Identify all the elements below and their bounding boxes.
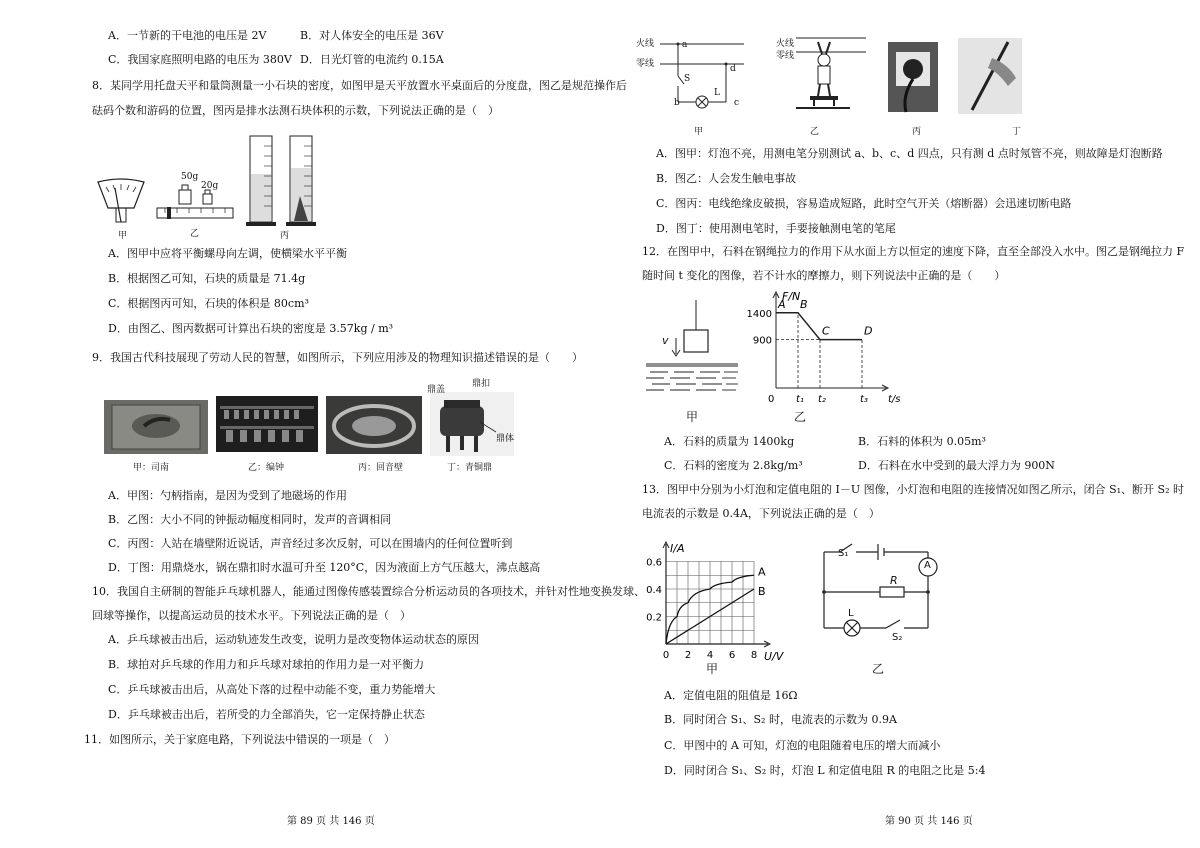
q13-option-d: D．同时闭合 S₁、S₂ 时，灯泡 L 和定值电阻 R 的电阻之比是 5:4 <box>664 764 986 777</box>
balance-dial-figure <box>96 178 146 224</box>
switch-s-label: S <box>684 74 691 84</box>
photo-echo-wall <box>326 396 422 454</box>
y-axis-label: I/A <box>670 542 685 555</box>
q9-option-b: B．乙图：大小不同的钟振动幅度相同时，发声的音调相同 <box>108 513 392 526</box>
lamp-l-label-2: L <box>848 608 854 619</box>
q7-option-b: B．对人体安全的电压是 36V <box>300 29 444 42</box>
stone-above-water-figure <box>644 300 740 400</box>
q8-option-d: D．由图乙、图丙数据可计算出石块的密度是 3.57kg / m³ <box>108 322 394 335</box>
fig-label-yi: 乙 <box>810 127 820 137</box>
q11-stem: 11．如图所示，关于家庭电路，下列说法中错误的一项是（ ） <box>84 733 395 746</box>
tag-ding-body: 鼎体 <box>496 434 515 444</box>
tag-ding-buckle: 鼎扣 <box>472 379 491 389</box>
q9-option-d: D．丁图：用鼎烧水，锅在鼎扣时水温可升至 120°C，因为液面上方气压越大，沸点越高 <box>108 561 541 574</box>
q12-option-c: C．石料的密度为 2.8kg/m³ <box>664 459 803 472</box>
q10-option-d: D．乒乓球被击出后，若所受的力全部消失，它一定保持静止状态 <box>108 708 425 721</box>
x-axis-label: U/V <box>764 650 784 663</box>
fig-label-bing: 丙 <box>280 231 290 241</box>
q12-option-d: D．石料在水中受到的最大浮力为 900N <box>858 459 1055 472</box>
q7-option-d: D．日光灯管的电流约 0.15A <box>300 53 444 66</box>
q10-stem-line1: 10．我国自主研制的智能乒乓球机器人，能通过图像传感装置综合分析运动员的各项技术，并针对性地变换发球、 <box>92 585 645 598</box>
graduated-cylinders-figure <box>244 132 324 228</box>
q13-option-b: B．同时闭合 S₁、S₂ 时，电流表的示数为 0.9A <box>664 713 897 726</box>
x-tick-label: 0 <box>662 650 670 661</box>
q13-option-a: A．定值电阻的阻值是 16Ω <box>664 689 798 702</box>
photo-compass <box>104 400 208 454</box>
y-tick-label: 0.2 <box>646 612 662 624</box>
q7-option-c: C．我国家庭照明电路的电压为 380V <box>108 53 292 66</box>
fig-label-jia: 甲 <box>118 231 128 241</box>
q13-stem-line2: 电流表的示数是 0.4A，下列说法正确的是（ ） <box>642 507 880 520</box>
x-tick-label: 2 <box>684 650 692 661</box>
series-label: A <box>758 565 766 579</box>
point-a-label: a <box>682 40 688 50</box>
resistor-r-label: R <box>890 574 898 587</box>
weight-50g-label: 50g <box>181 172 199 182</box>
point-label: D <box>864 324 873 338</box>
fig-label-bing: 丙 <box>912 127 922 137</box>
q10-option-a: A．乒乓球被击出后，运动轨迹发生改变，说明力是改变物体运动状态的原因 <box>108 633 479 646</box>
q10-stem-line2: 回球等操作，以提高运动员的技术水平。下列说法正确的是（ ） <box>92 609 411 622</box>
x-tick-label: t₁ <box>796 394 804 405</box>
q11-option-d: D．图丁：使用测电笔时，手要接触测电笔的笔尾 <box>656 222 896 235</box>
fig-label-jia-2: 甲 <box>686 410 699 424</box>
q10-option-c: C．乒乓球被击出后，从高处下落的过程中动能不变，重力势能增大 <box>108 683 436 696</box>
x-tick-label: 8 <box>750 650 758 661</box>
force-time-chart <box>744 290 901 412</box>
q13-option-c: C．甲图中的 A 可知，灯泡的电阻随着电压的增大而减小 <box>664 739 941 752</box>
right-page-footer: 第 90 页 共 146 页 <box>885 816 973 827</box>
point-label: C <box>822 324 830 338</box>
y-axis-label: F/N <box>782 290 801 303</box>
y-tick-label: 900 <box>752 335 772 347</box>
q9-stem: 9．我国古代科技展现了劳动人民的智慧，如图所示，下列应用涉及的物理知识描述错误的是（ ） <box>92 351 583 364</box>
caption-compass: 甲：司南 <box>133 463 170 473</box>
fig-label-ding: 丁 <box>1012 127 1022 137</box>
caption-bronze-ding: 丁：青铜鼎 <box>447 463 493 473</box>
q7-option-a: A．一节新的干电池的电压是 2V <box>108 29 267 42</box>
q8-option-c: C．根据图丙可知，石块的体积是 80cm³ <box>108 297 309 310</box>
q12-option-a: A．石料的质量为 1400kg <box>664 435 795 448</box>
q9-option-c: C．丙图：人站在墙壁附近说话，声音经过多次反射，可以在围墙内的任何位置听到 <box>108 537 513 550</box>
q11-option-b: B．图乙：人会发生触电事故 <box>656 172 797 185</box>
fig-label-yi-2: 乙 <box>794 410 807 424</box>
x-tick-label: t₂ <box>818 394 826 405</box>
y-tick-label: 1400 <box>746 308 772 320</box>
q11-option-c: C．图丙：电线绝缘皮破损，容易造成短路，此时空气开关（熔断器）会迅速切断电路 <box>656 197 1072 210</box>
q11-option-a: A．图甲：灯泡不亮，用测电笔分别测试 a、b、c、d 四点，只有测 d 点时氖管不亮，则故障是灯泡断路 <box>656 147 1163 160</box>
q8-option-a: A．图甲中应将平衡螺母向左调，使横梁水平平衡 <box>108 247 347 260</box>
q12-stem-line2: 随时间 t 变化的图像，若不计水的摩擦力，则下列说法中正确的是（ ） <box>642 269 1006 282</box>
photo-bells <box>216 396 318 452</box>
circuit-jia-figure <box>660 36 744 116</box>
photo-test-pen <box>958 38 1022 114</box>
switch-s1-label: S₁ <box>838 548 849 559</box>
q8-option-b: B．根据图乙可知，石块的质量是 71.4g <box>108 272 306 285</box>
tag-ding-lid: 鼎盖 <box>427 385 446 395</box>
series-label: B <box>758 585 766 598</box>
point-label: A <box>778 297 786 311</box>
point-label: B <box>800 297 808 311</box>
ammeter-a-label: A <box>924 560 931 571</box>
q8-stem-line1: 8．某同学用托盘天平和量筒测量一小石块的密度，如图甲是天平放置水平桌面后的分度盘，图乙是规范操作后 <box>92 79 627 92</box>
weight-20g-label: 20g <box>201 181 219 191</box>
fig-label-jia-3: 甲 <box>706 662 719 676</box>
q12-stem-line1: 12．在图甲中，石料在钢绳拉力的作用下从水面上方以恒定的速度下降，直至全部没入水中。图乙是钢绳拉力 F <box>642 245 1185 258</box>
point-c-label: c <box>734 98 740 108</box>
force-line <box>776 313 862 340</box>
fig-label-yi: 乙 <box>190 229 200 239</box>
y-tick-label: 0.4 <box>646 585 662 596</box>
x-axis-label: t/s <box>888 394 901 405</box>
q12-option-b: B．石料的体积为 0.05m³ <box>858 435 986 448</box>
left-page-footer: 第 89 页 共 146 页 <box>287 816 375 827</box>
neutral-wire-label: 零线 <box>636 59 655 69</box>
velocity-label: v <box>662 334 669 347</box>
photo-damaged-socket <box>888 42 938 112</box>
lamp-l-label: L <box>714 88 720 98</box>
switch-s2-label: S₂ <box>892 632 903 643</box>
x-tick-label: 0 <box>768 394 775 405</box>
current-voltage-chart <box>640 540 800 666</box>
x-tick-label: 6 <box>728 650 736 661</box>
y-tick-label: 0.6 <box>646 557 662 569</box>
neutral-wire-label-2: 零线 <box>776 51 795 61</box>
caption-echo-wall: 丙：回音壁 <box>358 463 404 473</box>
live-wire-label: 火线 <box>636 39 655 49</box>
q8-stem-line2: 砝码个数和游码的位置，图丙是排水法测石块体积的示数，下列说法正确的是（ ） <box>92 104 499 117</box>
fig-label-yi-3: 乙 <box>872 662 885 676</box>
live-wire-label-2: 火线 <box>776 39 795 49</box>
caption-bells: 乙：编钟 <box>248 463 285 473</box>
point-b-label: b <box>674 98 680 108</box>
x-tick-label: 4 <box>706 650 714 661</box>
point-d-label: d <box>730 64 736 74</box>
photo-bronze-ding <box>430 392 514 456</box>
fig-label-jia: 甲 <box>694 127 704 137</box>
q13-stem-line1: 13．图甲中分别为小灯泡和定值电阻的 I－U 图像，小灯泡和电阻的连接情况如图乙所示，闭合 S₁、断开 S₂ 时 <box>642 483 1184 496</box>
q9-option-a: A．甲图：勺柄指南，是因为受到了地磁场的作用 <box>108 489 347 502</box>
x-tick-label: t₃ <box>860 394 868 405</box>
q10-option-b: B．球拍对乒乓球的作用力和乒乓球对球拍的作用力是一对平衡力 <box>108 658 425 671</box>
